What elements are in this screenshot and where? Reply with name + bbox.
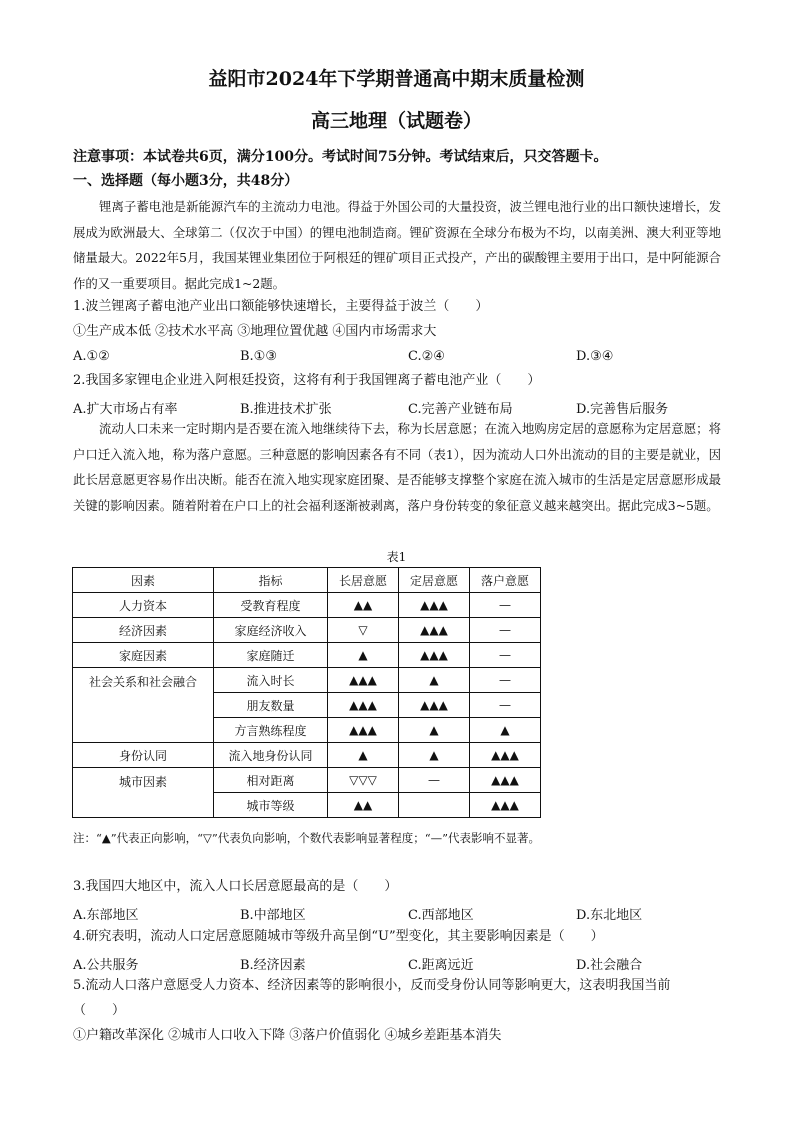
q2-option-c[interactable]: C.完善产业链布局 [408,402,513,417]
indicator-cell: 家庭随迁 [214,643,328,668]
q4-option-c[interactable]: C.距离远近 [408,958,474,973]
factor-cell: 城市因素 [73,768,214,818]
q4-option-b[interactable]: B.经济因素 [240,958,306,973]
value-cell: ▲▲▲ [328,718,399,743]
notice: 注意事项：本试卷共6页，满分100分。考试时间75分钟。考试结束后，只交答题卡。 [73,149,608,165]
header-cell: 因素 [73,568,214,593]
header-cell: 落户意愿 [470,568,541,593]
table-row [73,643,541,668]
value-cell: — [470,593,541,618]
indicator-cell: 流入时长 [214,668,328,693]
header-cell: 长居意愿 [328,568,399,593]
section-heading: 一、选择题（每小题3分，共48分） [73,173,299,189]
table-row [73,593,541,618]
value-cell: ▲ [399,743,470,768]
indicator-cell: 家庭经济收入 [214,618,328,643]
passage-1: 锂离子蓄电池是新能源汽车的主流动力电池。得益于外国公司的大量投资，波兰锂电池行业的出口额快速增长，发展成为欧洲最大、全球第二（仅次于中国）的锂电池制造商。锂矿资源在全球分布极为不均，以南美洲、澳大利亚等地储量最大。2022年5月，我国某锂业集团位于阿根廷的锂矿项目正式投产，产出的碳酸锂主要用于出口，是中阿能源合作的又一重要项目。据此完成1~2题。 [73,199,721,291]
indicator-cell: 方言熟练程度 [214,718,328,743]
data-table [72,567,541,818]
factor-cell: 经济因素 [73,618,214,643]
indicator-cell: 相对距离 [214,768,328,793]
q4-option-a[interactable]: A.公共服务 [73,958,139,973]
factor-cell: 社会关系和社会融合 [73,668,214,743]
q3-option-b[interactable]: B.中部地区 [240,908,306,923]
q1-option-b[interactable]: B.①③ [240,349,277,364]
exam-title: 益阳市2024年下学期普通高中期末质量检测 [208,68,585,90]
q4-option-d[interactable]: D.社会融合 [576,958,643,973]
q1-option-d[interactable]: D.③④ [576,349,614,364]
table-row [73,668,541,693]
q5-stem-bracket: （ ） [73,1003,126,1018]
q5-items: ①户籍改革深化 ②城市人口收入下降 ③落户价值弱化 ④城乡差距基本消失 [73,1028,502,1043]
q4-stem: 4.研究表明，流动人口定居意愿随城市等级升高呈倒“U”型变化，其主要影响因素是（ ） [73,929,604,944]
q2-option-b[interactable]: B.推进技术扩张 [240,402,332,417]
value-cell: ▲▲▲ [470,793,541,818]
q5-stem: 5.流动人口落户意愿受人力资本、经济因素等的影响很小，反而受身份认同等影响更大，这表明我国当前 [73,978,671,993]
q2-option-d[interactable]: D.完善售后服务 [576,402,669,417]
table-header-row [73,568,541,593]
q2-stem: 2.我国多家锂电企业进入阿根廷投资，这将有利于我国锂离子蓄电池产业（ ） [73,373,541,388]
header-cell: 指标 [214,568,328,593]
value-cell: ▲▲ [328,593,399,618]
value-cell [399,793,470,818]
q1-stem: 1.波兰锂离子蓄电池产业出口额能够快速增长，主要得益于波兰（ ） [73,299,489,314]
value-cell: ▲▲▲ [399,643,470,668]
value-cell: ▲▲▲ [470,743,541,768]
value-cell: ▲▲▲ [399,693,470,718]
value-cell: ▲▲▲ [470,768,541,793]
value-cell: ▽▽▽ [328,768,399,793]
value-cell: — [399,768,470,793]
table-row [73,618,541,643]
indicator-cell: 朋友数量 [214,693,328,718]
value-cell: ▲▲ [328,793,399,818]
value-cell: ▲ [399,718,470,743]
table-row [73,768,541,793]
value-cell: ▲▲▲ [328,668,399,693]
value-cell: ▲ [470,718,541,743]
q1-items: ①生产成本低 ②技术水平高 ③地理位置优越 ④国内市场需求大 [73,324,437,339]
value-cell: — [470,643,541,668]
value-cell: — [470,693,541,718]
header-cell: 定居意愿 [399,568,470,593]
exam-subtitle: 高三地理（试题卷） [310,110,482,132]
factor-cell: 身份认同 [73,743,214,768]
q3-option-c[interactable]: C.西部地区 [408,908,474,923]
q2-option-a[interactable]: A.扩大市场占有率 [73,402,178,417]
q1-option-c[interactable]: C.②④ [408,349,445,364]
indicator-cell: 城市等级 [214,793,328,818]
value-cell: ▲▲▲ [399,618,470,643]
q3-stem: 3.我国四大地区中，流入人口长居意愿最高的是（ ） [73,879,398,894]
q3-option-d[interactable]: D.东北地区 [576,908,643,923]
factor-cell: 家庭因素 [73,643,214,668]
value-cell: ▲ [328,643,399,668]
q1-option-a[interactable]: A.①② [73,349,110,364]
indicator-cell: 受教育程度 [214,593,328,618]
value-cell: ▲ [328,743,399,768]
indicator-cell: 流入地身份认同 [214,743,328,768]
factor-cell: 人力资本 [73,593,214,618]
table-caption: 表1 [386,550,407,564]
value-cell: ▲▲▲ [399,593,470,618]
value-cell: — [470,668,541,693]
value-cell: ▽ [328,618,399,643]
table-note: 注：“▲”代表正向影响，“▽”代表负向影响，个数代表影响显著程度；“—”代表影响不显著。 [73,831,540,845]
passage-2: 流动人口未来一定时期内是否要在流入地继续待下去，称为长居意愿；在流入地购房定居的意愿称为定居意愿；将户口迁入流入地，称为落户意愿。三种意愿的影响因素各有不同（表1），因为流动人口外出流动的目的主要是就业，因此长居意愿更容易作出决断。能否在流入地实现家庭团聚、是否能够支撑整个家庭在流入城市的生活是定居意愿形成最关键的影响因素。随着附着在户口上的社会福利逐渐被剥离，落户身份转变的象征意义越来越突出。据此完成3~5题。 [73,421,721,513]
value-cell: — [470,618,541,643]
table-row [73,743,541,768]
q3-option-a[interactable]: A.东部地区 [73,908,139,923]
value-cell: ▲ [399,668,470,693]
value-cell: ▲▲▲ [328,693,399,718]
